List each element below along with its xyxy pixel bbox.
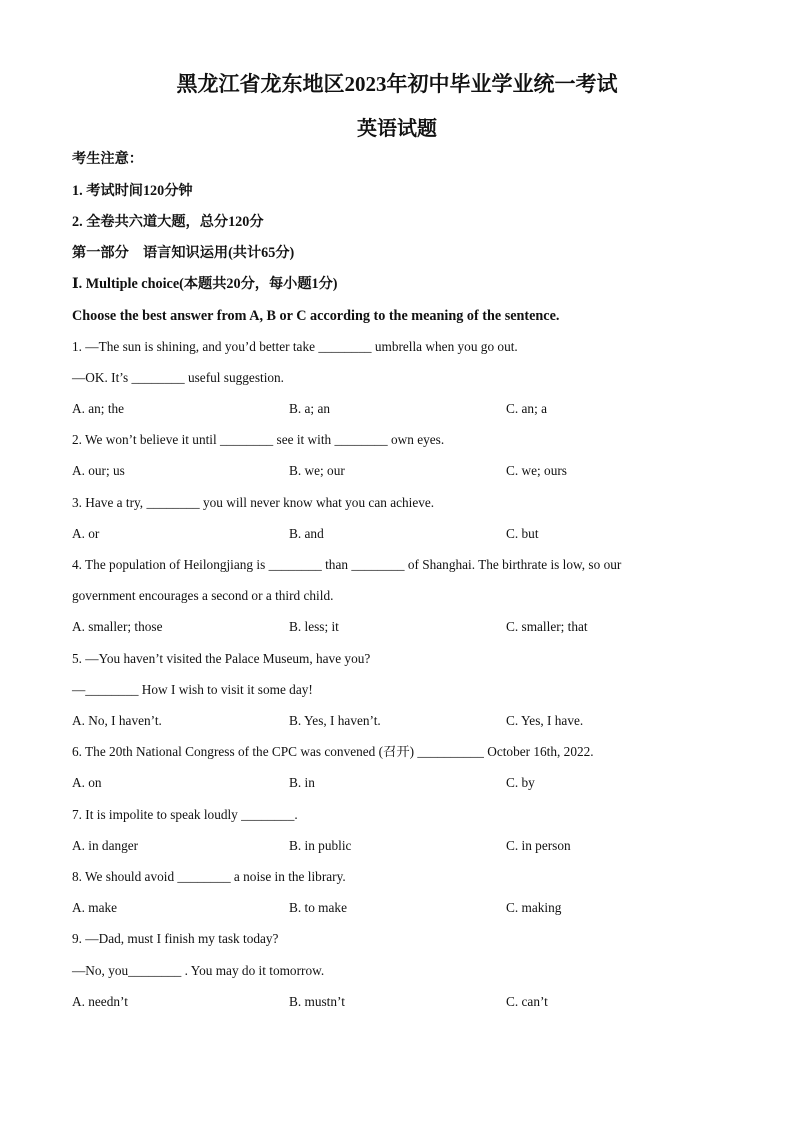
notice-label: 考生注意： bbox=[72, 151, 143, 167]
notice-item-2: 2. 全卷共六道大题，总分120分 bbox=[72, 214, 264, 230]
section-instruction: Choose the best answer from A, B or C according to the meaning of the sentence. bbox=[72, 308, 560, 324]
question-line: 7. It is impolite to speak loudly ________. bbox=[72, 807, 298, 822]
exam-subtitle: 英语试题 bbox=[357, 118, 437, 140]
option-a: A. on bbox=[72, 775, 102, 790]
question-line: 1. —The sun is shining, and you’d better take ________ umbrella when you go out. bbox=[72, 339, 518, 354]
question-line: 8. We should avoid ________ a noise in the library. bbox=[72, 869, 346, 884]
option-a: A. smaller; those bbox=[72, 619, 163, 634]
exam-title: 黑龙江省龙东地区2023年初中毕业学业统一考试 bbox=[176, 72, 618, 96]
option-b: B. we; our bbox=[289, 463, 345, 478]
option-a: A. make bbox=[72, 900, 118, 915]
option-c: C. in person bbox=[506, 838, 571, 853]
question-line: 5. —You haven’t visited the Palace Museum, have you? bbox=[72, 651, 371, 666]
option-c: C. smaller; that bbox=[506, 619, 588, 634]
notice-item-1: 1. 考试时间120分钟 bbox=[72, 183, 193, 199]
question-line: 6. The 20th National Congress of the CPC was convened (召开) __________ October 16th, 2022. bbox=[72, 744, 594, 759]
option-a: A. needn’t bbox=[72, 994, 128, 1009]
option-b: B. mustn’t bbox=[289, 994, 345, 1009]
question-line: 9. —Dad, must I finish my task today? bbox=[72, 931, 279, 946]
option-b: B. less; it bbox=[289, 619, 339, 634]
option-c: C. Yes, I have. bbox=[506, 713, 584, 728]
option-c: C. an; a bbox=[506, 401, 547, 416]
question-line: —No, you________ . You may do it tomorrow. bbox=[72, 963, 325, 978]
option-c: C. by bbox=[506, 775, 535, 790]
option-a: A. an; the bbox=[72, 401, 125, 416]
option-b: B. Yes, I haven’t. bbox=[289, 713, 381, 728]
section-heading: Ⅰ. Multiple choice(本题共20分，每小题1分) bbox=[72, 276, 338, 292]
question-line: 2. We won’t believe it until ________ see it with ________ own eyes. bbox=[72, 432, 445, 447]
question-line: government encourages a second or a third child. bbox=[72, 588, 334, 603]
option-a: A. or bbox=[72, 526, 100, 541]
option-a: A. in danger bbox=[72, 838, 139, 853]
option-b: B. in public bbox=[289, 838, 352, 853]
option-c: C. we; ours bbox=[506, 463, 567, 478]
option-a: A. our; us bbox=[72, 463, 125, 478]
question-line: —OK. It’s ________ useful suggestion. bbox=[72, 370, 285, 385]
option-a: A. No, I haven’t. bbox=[72, 713, 162, 728]
part-heading: 第一部分 语言知识运用(共计65分) bbox=[72, 245, 295, 261]
question-line: 3. Have a try, ________ you will never know what you can achieve. bbox=[72, 495, 435, 510]
question-line: 4. The population of Heilongjiang is ________ than ________ of Shanghai. The birthrate is low, so our bbox=[72, 557, 622, 572]
option-c: C. but bbox=[506, 526, 539, 541]
option-b: B. in bbox=[289, 775, 315, 790]
option-b: B. to make bbox=[289, 900, 347, 915]
option-b: B. and bbox=[289, 526, 324, 541]
option-c: C. making bbox=[506, 900, 562, 915]
question-line: —________ How I wish to visit it some day! bbox=[72, 682, 313, 697]
option-b: B. a; an bbox=[289, 401, 330, 416]
option-c: C. can’t bbox=[506, 994, 548, 1009]
